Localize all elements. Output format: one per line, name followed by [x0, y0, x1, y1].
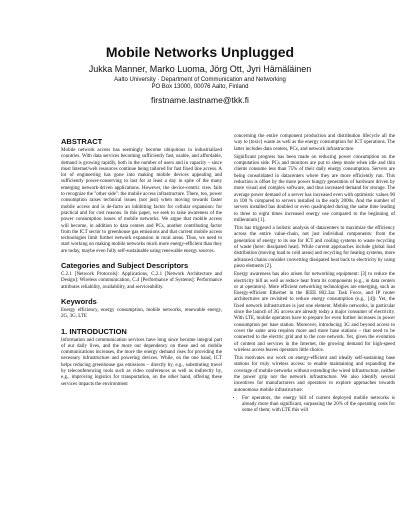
body-paragraph: concerning the entire component production and distribution lifecycle all the way to (toxic) waste as well as the energy consumption for ICT operations. The latter includes data centers, PCs, and network infrastructure.	[234, 134, 395, 152]
list-item: • For operators, the energy bill of current deployed mobile networks is already more than significant, surpassing the 20% of the operating costs for some of them; with LTE this will	[242, 396, 395, 415]
abstract-heading: ABSTRACT	[61, 137, 103, 146]
incentive-list	[234, 396, 395, 415]
introduction-heading: 1. INTRODUCTION	[61, 326, 127, 336]
affiliation-department: Aalto University · Department of Communication and Networking	[114, 77, 286, 83]
right-column	[234, 134, 395, 415]
body-paragraph: Significant progress has been made on reducing power consumption on the computation side. PCs and monitors are put to sleep mode when idle and thin clients consume less than 75% of their daily energy consumption. Servers are being consolidated in datacenters where they are more efficiently run. This reduction is offset by the more power hungry generation of hardware driven by more visual and complex software, and thus increased demand for storage. The average power demand of a server has increased even with optimistic values 90 to 100 % compared to servers installed in the early 2000s. And the number of servers installed has doubled or even quadrupled during the same time leading to three to eight times increased energy use compared to the beginning of millennium [1].	[234, 154, 395, 223]
introduction-text: Information and communication services have long since become integral part of our daily lives, and the more our dependency on these and on mobile communications increases, the more the energy demand rises for providing the necessary infrastructure and powering devices. While, on the one hand, ICT helps reducing greenhouse gas emissions – directly by, e.g., substituting travel by teleconferencing tools such as video conferences as well as indirectly by, e.g., improving logistics for transportation, on the other hand, offering these services impacts the environment	[61, 337, 222, 387]
author-list: Jukka Manner, Marko Luoma, Jörg Ott, Jyri Hämäläinen	[88, 64, 312, 74]
body-paragraph: This motivates our work on energy-efficient and ideally self-sustaining base stations for truly wireless access: to enable maintaining and expanding the coverage of mobile networks without extending the wired infrastructure, neither the power grip nor the network infrastructure. We also identify several incentives for manufacturers and operators to explore approaches towards autonomous mobile infrastructure:	[234, 356, 395, 393]
keywords-heading: Keywords	[61, 296, 97, 306]
categories-text: C.2.1 [Network Protocols]: Applications, C.2.1 [Network Architecture and Design]: Wireless communication, C.4 [Performance of Systems]: Performance attributes reliability, availability, and serviceability.	[61, 272, 222, 290]
author-email: firstname.lastname@tkk.fi	[151, 95, 249, 105]
body-paragraph: This has triggered a holistic analysis of datacenters to maximize the efficiency across the entire value-chain, not just individual components: from the generation of energy to its use for ICT and cooling systems to waste recycling of waste (here: dissipated heat). While current approaches include global load distribution (moving load to cold areas) and recycling for heating systems, more advanced chains consider converting dissipated heat back to electricity by using piezo elements [2].	[234, 226, 395, 269]
abstract-text: Mobile network access has seemingly become ubiquitous in industrialized countries. With data services becoming sufficiently fast, usable, and affordable, demand is growing rapidly, both in the number of users and in capacity – since most Internet/web resources continue being tailored for fast fixed line access. A lot of engineering has gone into making mobile devices appealing and sufficiently power-conserving to last for at least a day in spite of the many emerging network-driven applications. However, the device-centric view fails to recognize the "other side": the mobile access infrastructure. There, too, power consumption raises technical issues (not just) when moving towards faster mobile access and is de-facto an inhibiting factor for cellular expansion: for practical and for cost reasons. In this paper, we seek to raise awareness of the power consumption issues of mobile networks. We argue that mobile access will become, in addition to data centers and PCs, another contributing factor from the ICT sector to greenhouse gas emissions and that current mobile access technologies limit further network expansion in rural areas. Thus, we need to start working on making mobile networks much more energy-efficient than they are today, maybe even fully self-sustainable using renewable energy sources.	[61, 148, 222, 254]
affiliation-address: PO Box 13000, 00076 Aalto, Finland	[151, 84, 249, 90]
categories-heading: Categories and Subject Descriptors	[61, 261, 189, 271]
keywords-text: Energy efficiency, energy consumption, mobile networks, renewable energy, 2G, 3G, LTE	[61, 307, 222, 320]
body-paragraph: Energy awareness has also arisen for networking equipment: [3] to reduce the electricity bill as well as reduce heat from its components (e.g., in data centers or at operators). More efficient networking technologies are emerging, such as Energy-efficient Ethernet in the IEEE 802.3az Task Force, and IP router architectures are revisited to reduce energy consumption (e.g., [4]). Yet, the fixed network infrastructure is just one element. Mobile networks, in particular since the launch of 3G access are already today a major consumer of electricity. With LTE, mobile operators have to prepare for even further increases in power consumption per base station. Moreover, introducing 3G and beyond access to cover the same area requires more and more base stations – that need to be connected to the electric grid and to the core network. Yet, given the evolution of content and services in the Internet, the growing demand for high-speed wireless access leaves operators little choice.	[234, 272, 395, 353]
left-column	[61, 137, 222, 390]
paper-title: Mobile Networks Unplugged	[105, 44, 295, 60]
